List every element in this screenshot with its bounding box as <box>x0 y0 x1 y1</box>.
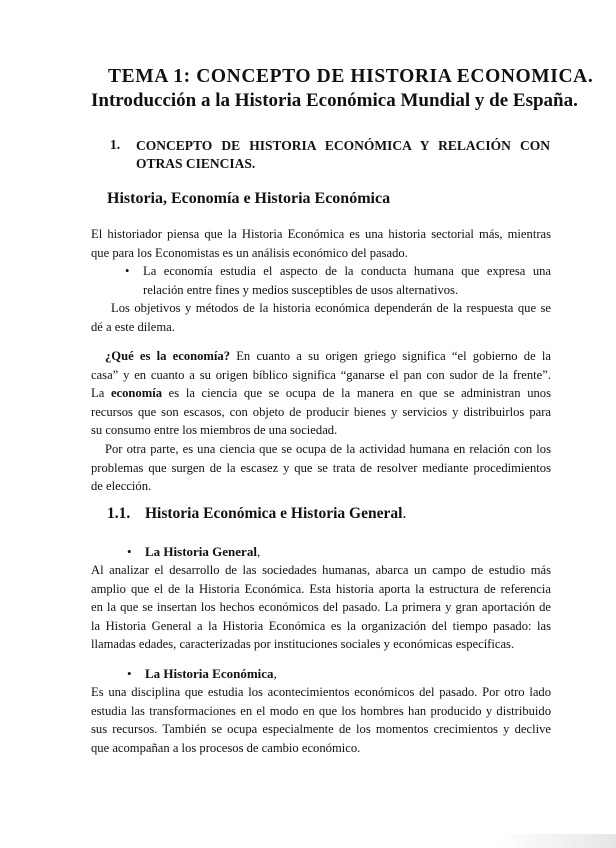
economia-paragraph <box>91 347 551 496</box>
section-1-1-number: 1.1. <box>107 505 131 522</box>
economia-line-2: casa” y en cuanto a su origen bíblico significa “ganarse el pan con sudor de la frente”. <box>91 367 551 382</box>
historia-economica-suffix: , <box>273 666 277 681</box>
section-1-heading-line1: CONCEPTO DE HISTORIA ECONÓMICA Y RELACIÓN CON <box>136 138 550 153</box>
economia-line-3 <box>91 384 551 403</box>
intro-paragraph <box>91 225 551 262</box>
section-1-heading-line2: OTRAS CIENCIAS. <box>136 156 256 171</box>
historia-general-paragraph <box>91 561 551 654</box>
section-1-heading <box>136 137 550 173</box>
economia-line-7: problemas que surgen de la escasez y que se trata de resolver mediante procedimientos <box>91 460 551 475</box>
section-1-1-title: Historia Económica e Historia General <box>145 505 403 522</box>
intro-line-2: que para los Economistas es un análisis económico del pasado. <box>91 245 408 260</box>
subheading-historia-economia: Historia, Economía e Historia Económica <box>107 190 391 207</box>
bullet-line-2: relación entre fines y medios susceptibles de usos alternativos. <box>143 282 459 297</box>
historia-general-line-1: Al analizar el desarrollo de las sociedades humanas, abarca un campo de estudio más <box>91 563 551 577</box>
dilema-line-1: Los objetivos y métodos de la historia económica dependerán de la respuesta que se <box>111 301 551 315</box>
section-1-1-suffix: . <box>402 505 407 522</box>
section-1-number: 1. <box>110 137 121 152</box>
economia-line-3-rest: es la ciencia que se ocupa de la manera en que se administran unos <box>162 386 551 401</box>
page-corner-shadow <box>496 834 616 848</box>
historia-general-line-4: la Historia General a la Historia Económica es la organización del tiempo pasado: las <box>91 618 551 633</box>
dilema-paragraph <box>91 299 551 336</box>
bullet-icon: • <box>127 666 132 681</box>
economia-term: economía <box>110 386 163 401</box>
historia-economica-line-2: estudia las transformaciones en el modo en que los hombres han producido y distribuido <box>91 703 551 718</box>
economia-line-3-pre: La <box>91 386 111 401</box>
bullet-icon: • <box>127 544 132 559</box>
historia-general-suffix: , <box>256 544 261 559</box>
historia-economica-line-3: sus recursos. También se ocupa especialmente de los momentos crecimientos y declive <box>91 722 551 737</box>
historia-general-line-5: llamadas edades, caracterizadas por instituciones sociales y económicas específicas. <box>91 637 515 652</box>
historia-economica-heading <box>127 666 277 682</box>
historia-economica-paragraph <box>91 683 551 757</box>
historia-general-heading <box>127 544 260 560</box>
economia-line-8: de elección. <box>91 479 152 494</box>
economia-question: ¿Qué es la economía? <box>105 349 231 363</box>
economia-line-1-rest: En cuanto a su origen griego significa “el gobierno de la <box>230 349 551 363</box>
document-subtitle: Introducción a la Historia Económica Mundial y de España. <box>91 90 578 111</box>
historia-economica-line-1: Es una disciplina que estudia los acontecimientos económicos del pasado. Por otro lado <box>91 685 551 699</box>
historia-general-line-3: en la que se insertan los hechos económicos del pasado. La primera y gran aportación de <box>91 600 551 615</box>
dilema-line-2: dé a este dilema. <box>91 319 175 334</box>
economia-line-6: Por otra parte, es una ciencia que se ocupa de la actividad humana en relación con los <box>105 441 551 456</box>
bullet-line-1: La economía estudia el aspecto de la conducta humana que expresa una <box>143 264 551 278</box>
section-1-1-heading <box>145 505 406 523</box>
historia-economica-label: La Historia Económica <box>145 666 274 681</box>
historia-general-line-2: amplio que el de la Historia Económica. Esta historia aporta la estructura de referencia <box>91 581 551 596</box>
economia-line-1 <box>91 347 551 366</box>
historia-general-label: La Historia General <box>145 544 257 559</box>
economia-line-5: su consumo entre los miembros de una sociedad. <box>91 423 338 438</box>
historia-economica-line-4: que acompañan a los procesos de cambio económico. <box>91 740 361 755</box>
intro-line-1: El historiador piensa que la Historia Económica es una historia sectorial más, mientras <box>91 227 551 241</box>
bullet-icon: • <box>125 264 130 278</box>
economia-line-4: recursos que son escasos, con objeto de producir bienes y servicios y distribuirlos para <box>91 404 551 419</box>
document-title: TEMA 1: CONCEPTO DE HISTORIA ECONOMICA. <box>108 66 594 87</box>
